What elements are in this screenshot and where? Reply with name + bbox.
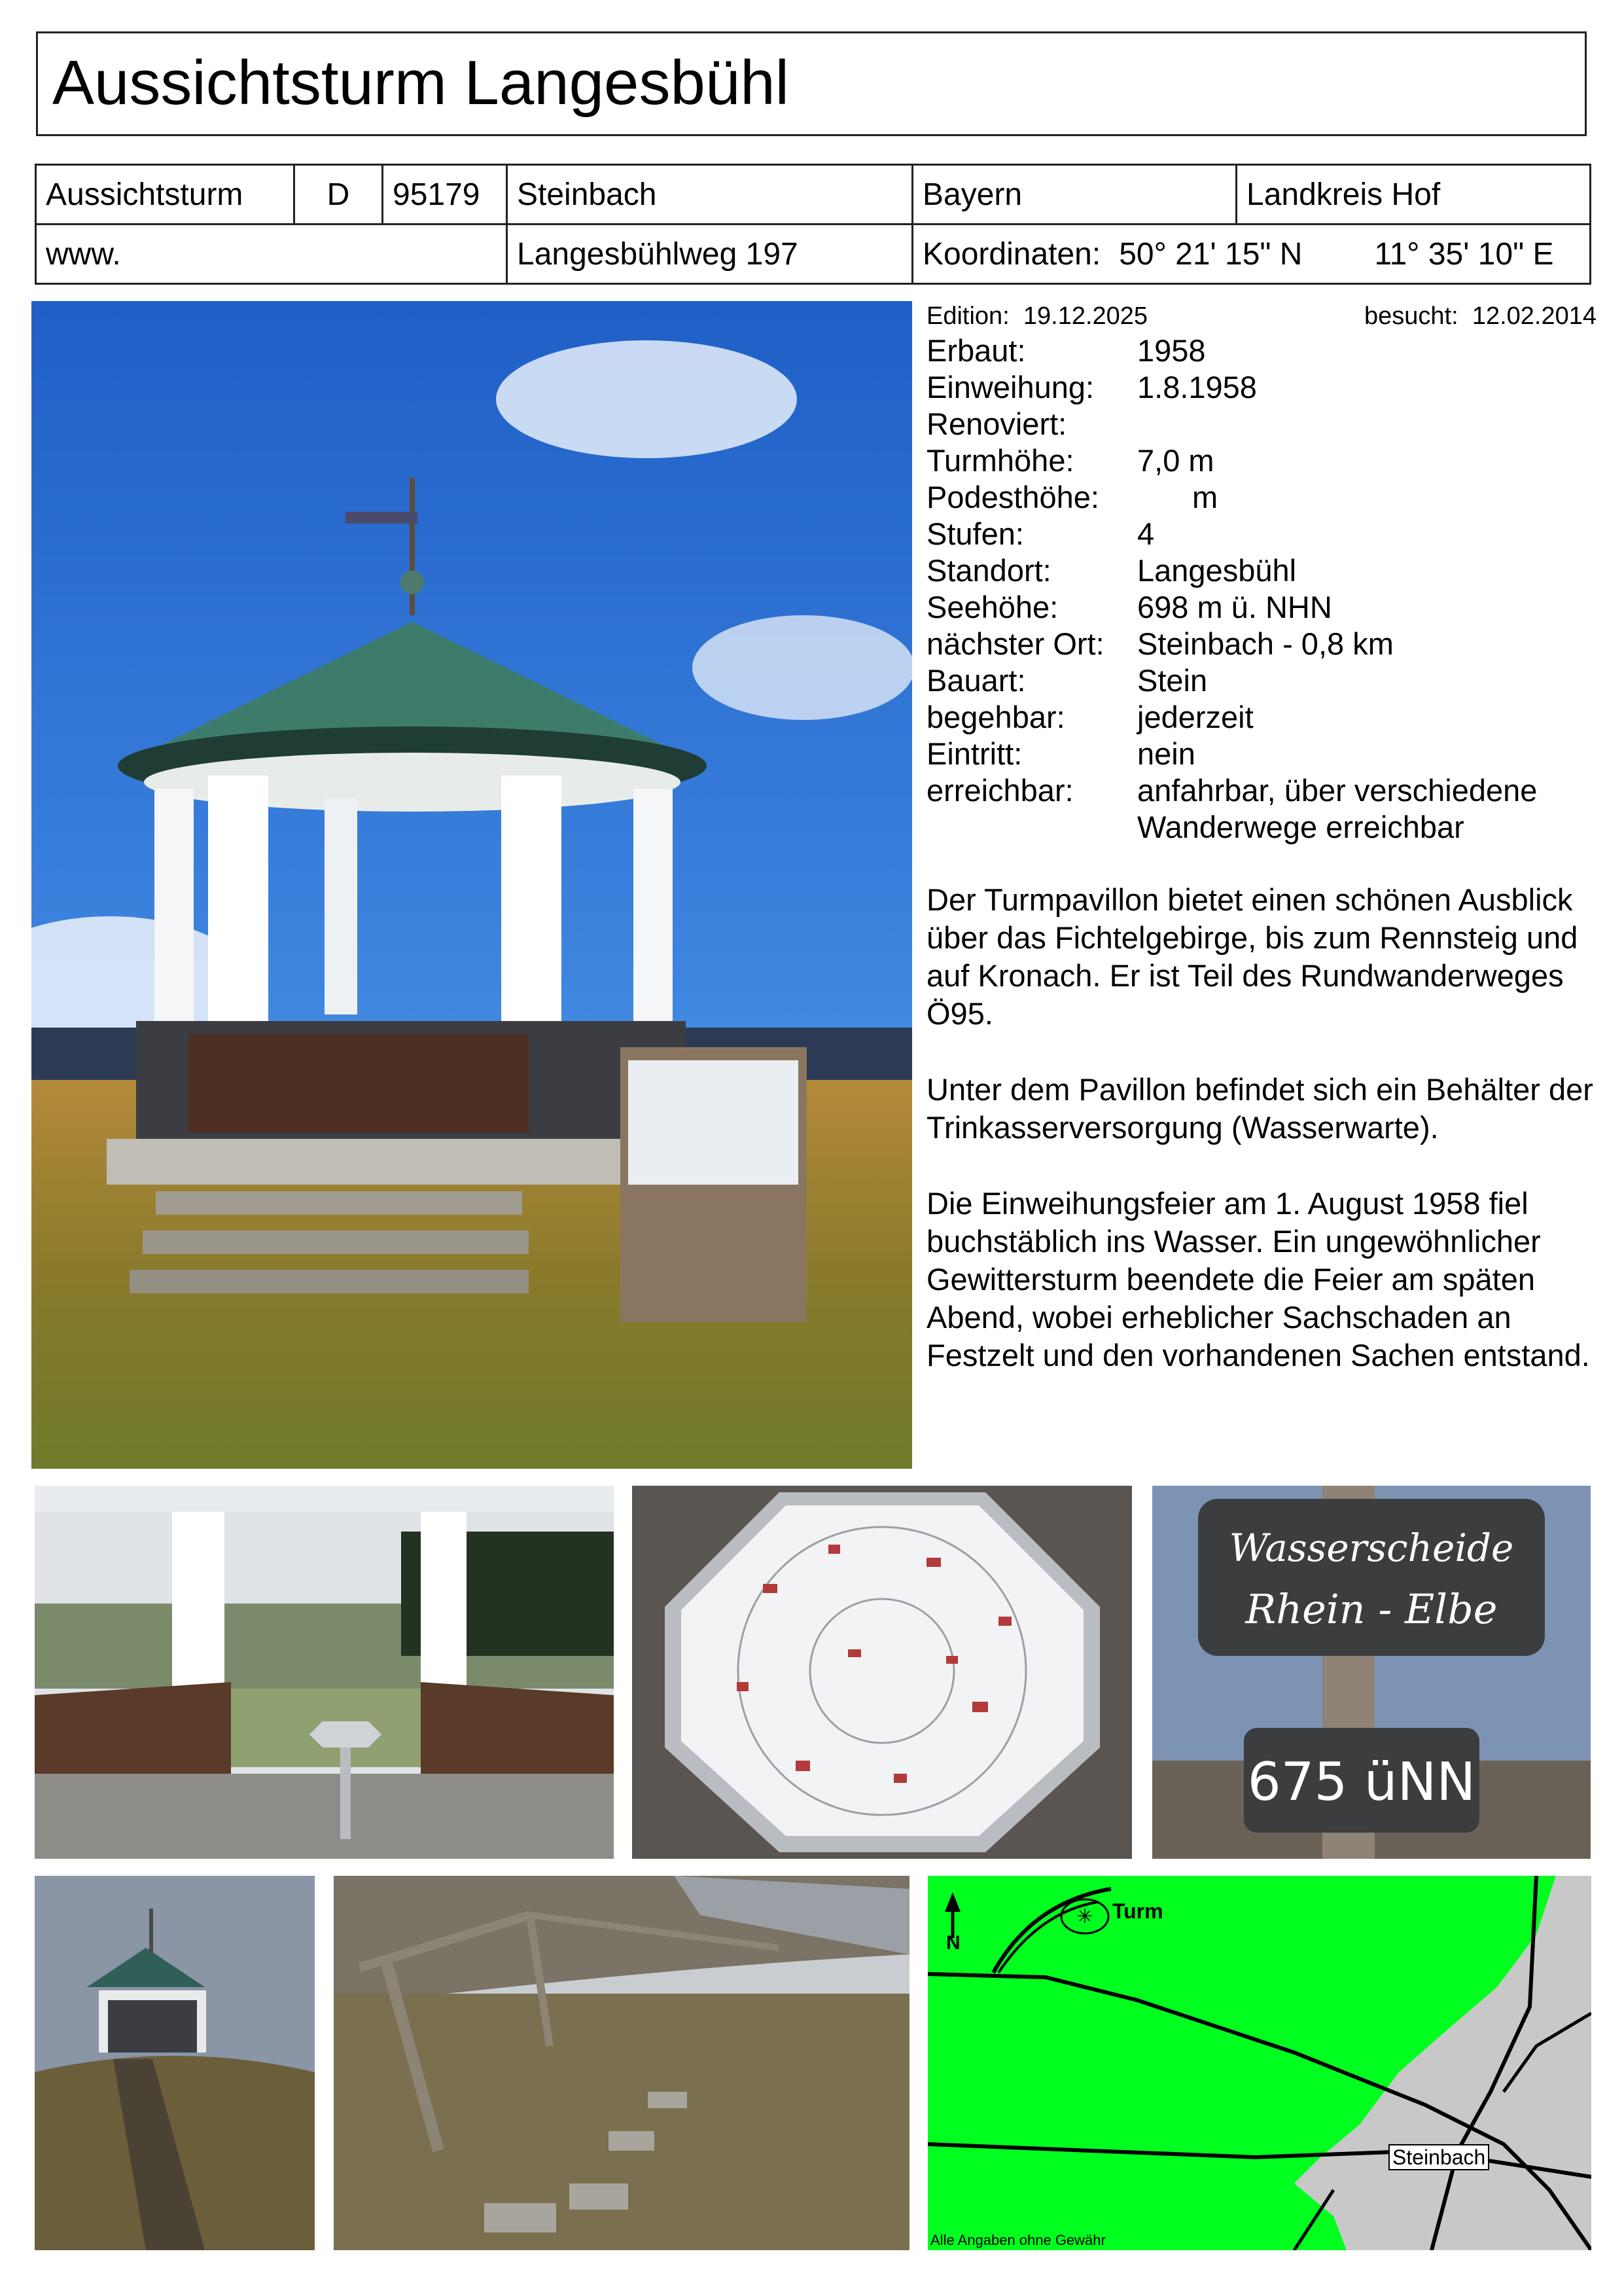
- description-paragraph: Der Turmpavillon bietet einen schönen Ausblick über das Fichtelgebirge, bis zum Rennsteig und auf Kronach. Er ist Teil des Rundwanderweges Ö95.: [927, 882, 1578, 1031]
- description-paragraph: Unter dem Pavillon befindet sich ein Behälter der Trinkasserversorgung (Wasserwarte).: [927, 1072, 1593, 1145]
- spec-label: Bauart:: [927, 663, 1026, 698]
- spec-label: Stufen:: [927, 516, 1024, 551]
- sign-line1: Wasserscheide: [1229, 1526, 1514, 1570]
- edition-row: [927, 300, 1607, 332]
- spec-row: [927, 736, 1607, 772]
- spec-label: begehbar:: [927, 700, 1065, 734]
- page-title: Aussichtsturm Langesbühl: [52, 48, 789, 118]
- photo-pavilion-interior: [35, 1486, 614, 1859]
- photo-pavilion-stairs: [35, 1876, 315, 2250]
- spec-value: Langesbühl: [1137, 553, 1297, 588]
- spec-value: 4: [1137, 516, 1155, 551]
- info-table: [35, 164, 1591, 285]
- spec-row: [927, 589, 1607, 626]
- photo-path-railing: [334, 1876, 909, 2250]
- spec-label: Podesthöhe:: [927, 480, 1099, 514]
- spec-label: Seehöhe:: [927, 590, 1059, 624]
- zip-cell: 95179: [383, 165, 507, 224]
- state-cell: Bayern: [913, 165, 1237, 224]
- spec-label: Eintritt:: [927, 736, 1023, 771]
- spec-value: Stein: [1137, 663, 1208, 698]
- spec-value: nein: [1137, 736, 1195, 771]
- spec-label: nächster Ort:: [927, 626, 1104, 661]
- edition-info: [927, 302, 1148, 331]
- map-north-label: N: [946, 1932, 961, 1954]
- edition-date: 19.12.2025: [1023, 302, 1148, 330]
- spec-label: Einweihung:: [927, 370, 1095, 404]
- spec-label: Standort:: [927, 553, 1051, 588]
- spec-row: [927, 772, 1607, 846]
- coordinates-cell: [913, 224, 1591, 284]
- photo-panorama-plate: [632, 1486, 1132, 1859]
- spec-value: 1958: [1137, 333, 1206, 368]
- spec-label: Turmhöhe:: [927, 443, 1074, 478]
- description-paragraph: Die Einweihungsfeier am 1. August 1958 fiel buchstäblich ins Wasser. Ein ungewöhnlicher Gewittersturm beendete die Feier am späten Abend, wobei erheblicher Sachschaden an Festzelt und den vorhandenen Sachen entstand.: [927, 1186, 1590, 1372]
- map-town-label: Steinbach: [1388, 2144, 1489, 2170]
- spec-row: [927, 552, 1607, 589]
- description: [927, 881, 1607, 1374]
- spec-value: m: [1192, 480, 1218, 514]
- spec-value: 698 m ü. NHN: [1137, 590, 1332, 624]
- spec-label: Renoviert:: [927, 406, 1067, 441]
- spec-row: [927, 406, 1607, 442]
- spec-value: anfahrbar, über verschiedene Wanderwege erreichbar: [1137, 773, 1538, 844]
- spec-row: [927, 699, 1607, 736]
- spec-row: [927, 332, 1607, 369]
- visited-label: besucht:: [1364, 302, 1458, 330]
- main-photo-pavilion: [31, 301, 912, 1469]
- sign-line2: Rhein - Elbe: [1245, 1585, 1498, 1633]
- spec-row: [927, 662, 1607, 699]
- title-box: [36, 31, 1587, 136]
- location-map: [928, 1876, 1591, 2250]
- town-cell: Steinbach: [507, 165, 913, 224]
- tower-map-icon: ✳: [1076, 1905, 1093, 1928]
- north-arrow-icon: [945, 1892, 961, 1938]
- country-cell: D: [294, 165, 383, 224]
- spec-value: 7,0 m: [1137, 443, 1214, 478]
- spec-value: Steinbach - 0,8 km: [1137, 626, 1394, 661]
- latitude: 50° 21' 15" N: [1119, 236, 1303, 272]
- spec-row: [927, 369, 1607, 406]
- spec-label: Erbaut:: [927, 333, 1026, 368]
- spec-label: erreichbar:: [927, 773, 1074, 808]
- spec-row: [927, 626, 1607, 662]
- edition-label: Edition:: [927, 302, 1010, 330]
- longitude: 11° 35' 10" E: [1374, 236, 1554, 272]
- web-cell: www.: [36, 224, 507, 284]
- photo-watershed-sign: [1152, 1486, 1591, 1859]
- spec-value: [1137, 406, 1607, 442]
- type-cell: Aussichtsturm: [36, 165, 294, 224]
- spec-row: [927, 479, 1607, 516]
- sign-altitude: 675 üNN: [1247, 1751, 1476, 1812]
- spec-value: jederzeit: [1137, 700, 1254, 734]
- spec-value: 1.8.1958: [1137, 370, 1257, 404]
- spec-list: [927, 332, 1607, 846]
- map-tower-label: Turm: [1112, 1899, 1163, 1923]
- details-panel: [927, 300, 1607, 1412]
- map-disclaimer: Alle Angaben ohne Gewähr: [930, 2232, 1106, 2248]
- coordinates-label: Koordinaten:: [923, 236, 1101, 272]
- spec-row: [927, 442, 1607, 479]
- street-cell: Langesbühlweg 197: [507, 224, 913, 284]
- visited-date: 12.02.2014: [1472, 302, 1597, 330]
- spec-row: [927, 516, 1607, 552]
- visited-info: [1364, 302, 1597, 331]
- district-cell: Landkreis Hof: [1237, 165, 1591, 224]
